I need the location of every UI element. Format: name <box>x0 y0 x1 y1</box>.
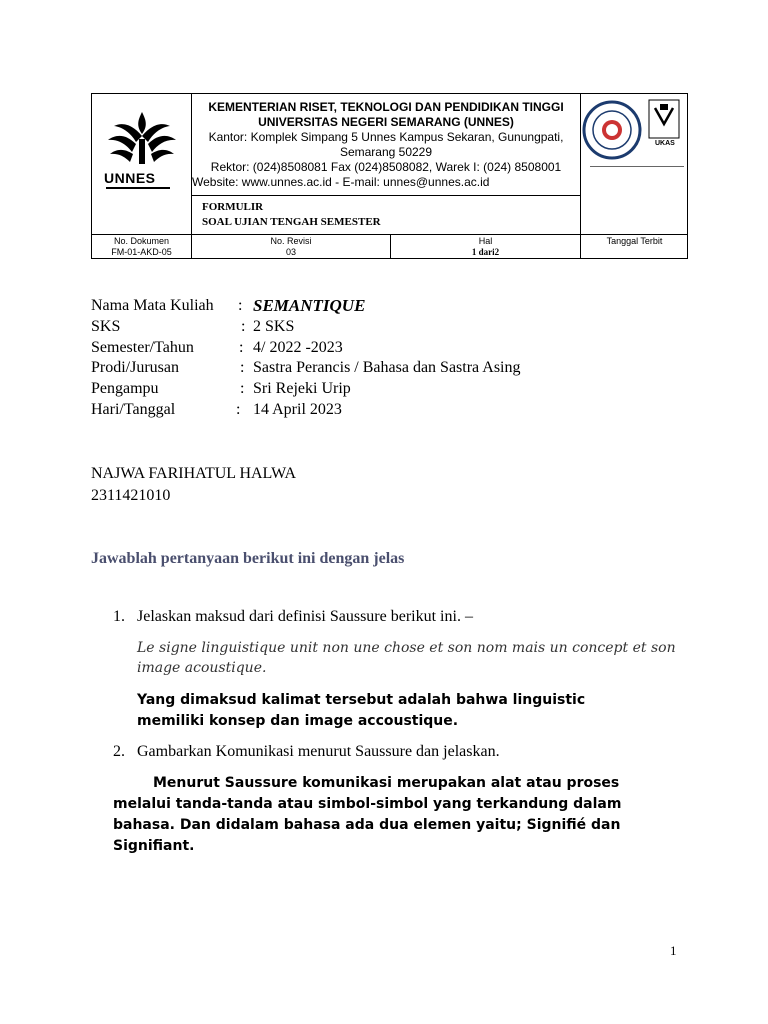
info-separator: : <box>240 359 245 377</box>
revision-value: 03 <box>285 247 296 257</box>
info-key: SKS <box>91 317 121 335</box>
ukas-label: UKAS <box>655 140 675 147</box>
page-count-value: 1 dari2 <box>471 247 500 257</box>
info-separator: : <box>238 297 243 314</box>
form-label: FORMULIR <box>202 201 264 213</box>
info-separator: : <box>236 400 241 418</box>
info-separator: : <box>239 338 244 356</box>
document-header-table <box>91 93 688 259</box>
iso-certification-icon <box>582 94 689 184</box>
info-value: 14 April 2023 <box>253 400 342 418</box>
question-text: Jelaskan maksud dari definisi Saussure berikut ini. – <box>137 608 473 625</box>
ministry-name: KEMENTERIAN RISET, TEKNOLOGI DAN PENDIDIKAN TINGGI <box>208 100 564 114</box>
info-value: 4/ 2022 -2023 <box>253 338 343 356</box>
phone-line: Rektor: (024)8508081 Fax (024)8508082, Warek I: (024) 8508001 <box>210 160 562 174</box>
info-key: Pengampu <box>91 380 159 398</box>
student-block <box>91 463 296 507</box>
info-value: Sastra Perancis / Bahasa dan Sastra Asing <box>253 359 521 377</box>
question-text: Gambarkan Komunikasi menurut Saussure dan jelaskan. <box>137 743 500 760</box>
info-value: Sri Rejeki Urip <box>253 380 351 398</box>
university-name: UNIVERSITAS NEGERI SEMARANG (UNNES) <box>258 115 514 129</box>
logo-underline <box>106 187 170 189</box>
website-line: Website: www.unnes.ac.id - E-mail: unnes@unnes.ac.id <box>192 175 490 189</box>
unnes-logo <box>92 94 192 234</box>
answer-2-block <box>113 773 673 857</box>
cert-caption-line <box>590 166 684 167</box>
page-count-cell <box>391 236 580 258</box>
question-number: 1. <box>113 608 125 625</box>
student-id: 2311421010 <box>91 487 171 504</box>
answer-1: Yang dimaksud kalimat tersebut adalah bahwa linguistic memiliki konsep dan image accoustique. <box>137 692 586 729</box>
question-quote: Le signe linguistique unit non une chose et son nom mais un concept et son image acoustique. <box>137 640 676 676</box>
page-count-label: Hal <box>478 236 493 246</box>
question-number: 2. <box>113 743 125 760</box>
address-line: Kantor: Komplek Simpang 5 Unnes Kampus Sekaran, Gunungpati, <box>208 130 564 144</box>
info-separator: : <box>240 380 245 398</box>
institution-block <box>192 100 580 190</box>
student-name: NAJWA FARIHATUL HALWA <box>91 465 297 482</box>
revision-label: No. Revisi <box>270 236 312 246</box>
certification-logos <box>582 94 689 234</box>
info-value: SEMANTIQUE <box>253 296 366 315</box>
instruction-text: Jawablah pertanyaan berikut ini dengan jelas <box>91 550 405 567</box>
doc-number-label: No. Dokumen <box>113 236 170 246</box>
issue-date-label: Tanggal Terbit <box>606 236 663 246</box>
address-line: Semarang 50229 <box>339 145 433 159</box>
page-number: 1 <box>670 943 677 958</box>
info-separator: : <box>241 317 246 335</box>
revision-cell <box>192 236 390 258</box>
info-key: Prodi/Jurusan <box>91 359 179 377</box>
form-title: SOAL UJIAN TENGAH SEMESTER <box>202 216 381 228</box>
form-label-block <box>202 200 381 230</box>
info-key: Hari/Tanggal <box>91 400 176 418</box>
logo-text: UNNES <box>104 170 156 186</box>
issue-date-cell <box>581 236 688 247</box>
header-divider <box>191 195 580 196</box>
doc-number-cell <box>92 236 191 258</box>
doc-number-value: FM-01-AKD-05 <box>111 247 172 257</box>
info-key: Semester/Tahun <box>91 338 194 356</box>
info-key: Nama Mata Kuliah <box>91 297 214 314</box>
info-value: 2 SKS <box>253 317 295 335</box>
answer-2: Menurut Saussure komunikasi merupakan alat atau proses melalui tanda-tanda atau simbol-simbol yang terkandung dalam bahasa. Dan didalam bahasa ada dua elemen yaitu; Signifié dan Signifiant. <box>113 775 622 854</box>
